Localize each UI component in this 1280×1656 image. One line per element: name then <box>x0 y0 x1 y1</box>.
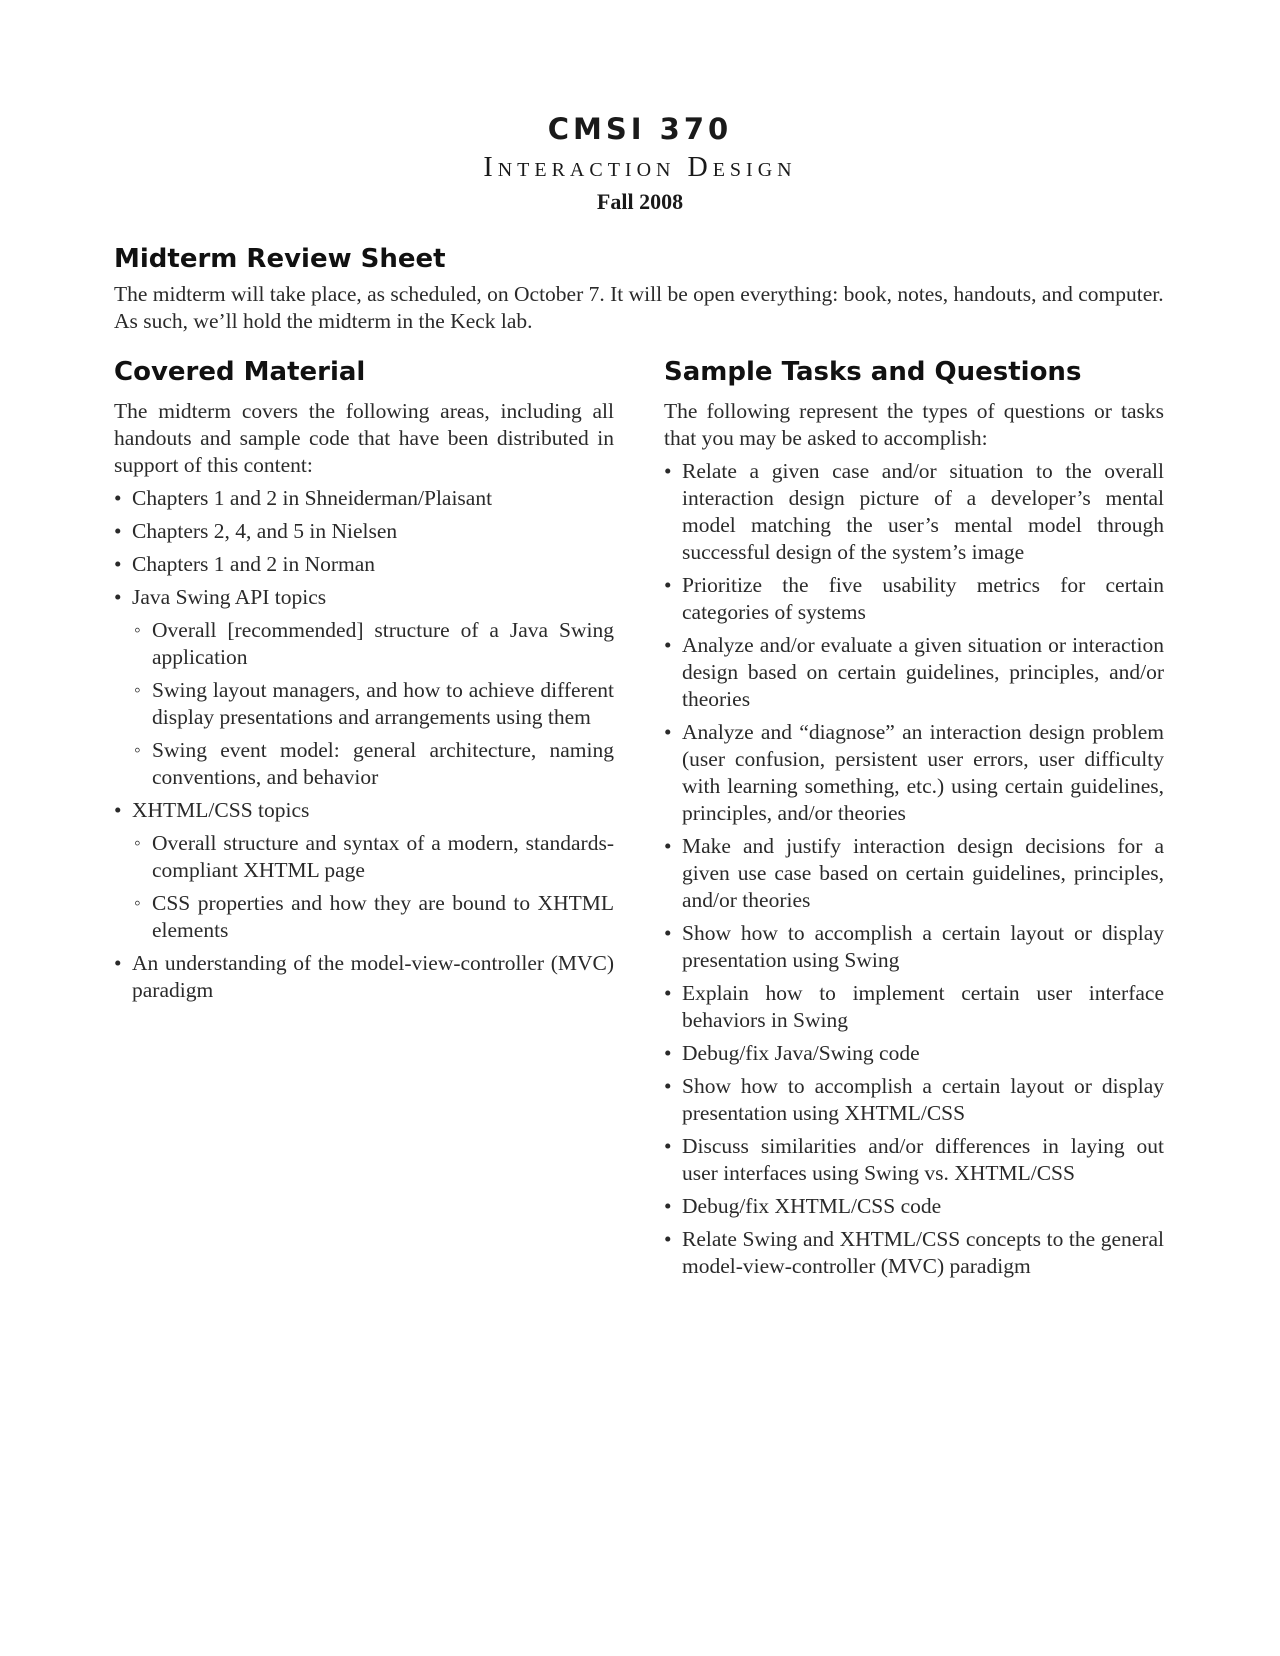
sub-list-item: ◦ CSS properties and how they are bound to XHTML elements <box>114 890 614 944</box>
list-item: • Relate Swing and XHTML/CSS concepts to the general model-view-controller (MVC) paradigm <box>664 1226 1164 1280</box>
list-item: • Chapters 2, 4, and 5 in Nielsen <box>114 518 614 545</box>
list-item: • Make and justify interaction design decisions for a given use case based on certain guidelines, principles, and/or theories <box>664 833 1164 914</box>
term-label: Fall 2008 <box>596 189 684 214</box>
covered-material-list <box>114 485 614 1004</box>
list-item: • Relate a given case and/or situation to the overall interaction design picture of a developer’s mental model matching the user’s mental model through successful design of the system’s image <box>664 458 1164 566</box>
list-item: • Show how to accomplish a certain layout or display presentation using Swing <box>664 920 1164 974</box>
list-item: • Explain how to implement certain user interface behaviors in Swing <box>664 980 1164 1034</box>
course-title: Interaction Design <box>483 152 797 183</box>
course-number: CMSI 370 <box>547 112 733 146</box>
sub-list-item: ◦ Swing event model: general architecture, naming conventions, and behavior <box>114 737 614 791</box>
list-item: • Chapters 1 and 2 in Shneiderman/Plaisant <box>114 485 614 512</box>
sample-tasks-section <box>664 356 1164 1286</box>
swing-topics-list <box>132 617 614 791</box>
list-item: • Prioritize the five usability metrics for certain categories of systems <box>664 572 1164 626</box>
list-item: • Analyze and/or evaluate a given situation or interaction design based on certain guidelines, principles, and/or theories <box>664 632 1164 713</box>
covered-material-intro: The midterm covers the following areas, including all handouts and sample code that have been distributed in support of this content: <box>114 399 614 477</box>
sample-tasks-list <box>664 458 1164 1280</box>
list-item: • Analyze and “diagnose” an interaction design problem (user confusion, persistent user errors, user difficulty with learning something, etc.) using certain guidelines, principles, and/or theories <box>664 719 1164 827</box>
sample-tasks-heading: Sample Tasks and Questions <box>664 357 1082 387</box>
list-item: • Discuss similarities and/or differences in laying out user interfaces using Swing vs. XHTML/CSS <box>664 1133 1164 1187</box>
list-item: • Debug/fix Java/Swing code <box>664 1040 1164 1067</box>
page-title: Midterm Review Sheet <box>114 244 446 274</box>
list-item: • Debug/fix XHTML/CSS code <box>664 1193 1164 1220</box>
covered-material-section <box>114 356 614 1010</box>
sub-list-item: ◦ Overall [recommended] structure of a Java Swing application <box>114 617 614 671</box>
list-item: • Java Swing API topics ◦ Overall [recommended] structure of a Java Swing application ◦ Swing layout managers, and how to achieve different display presentations and arrangements using them ◦ Swing event model: general architecture, naming conventions, and behavior <box>114 584 614 791</box>
list-item: • XHTML/CSS topics ◦ Overall structure and syntax of a modern, standards-compliant XHTML page ◦ CSS properties and how they are bound to XHTML elements <box>114 797 614 944</box>
list-item: • Show how to accomplish a certain layout or display presentation using XHTML/CSS <box>664 1073 1164 1127</box>
xhtml-topics-list <box>132 830 614 944</box>
list-item: • An understanding of the model-view-controller (MVC) paradigm <box>114 950 614 1004</box>
intro-paragraph: The midterm will take place, as scheduled, on October 7. It will be open everything: book, notes, handouts, and computer. As such, we’ll hold the midterm in the Keck lab. <box>114 282 1164 333</box>
sub-list-item: ◦ Swing layout managers, and how to achieve different display presentations and arrangements using them <box>114 677 614 731</box>
covered-material-heading: Covered Material <box>114 357 366 387</box>
list-item: • Chapters 1 and 2 in Norman <box>114 551 614 578</box>
sample-tasks-intro: The following represent the types of questions or tasks that you may be asked to accomplish: <box>664 399 1164 450</box>
sub-list-item: ◦ Overall structure and syntax of a modern, standards-compliant XHTML page <box>114 830 614 884</box>
